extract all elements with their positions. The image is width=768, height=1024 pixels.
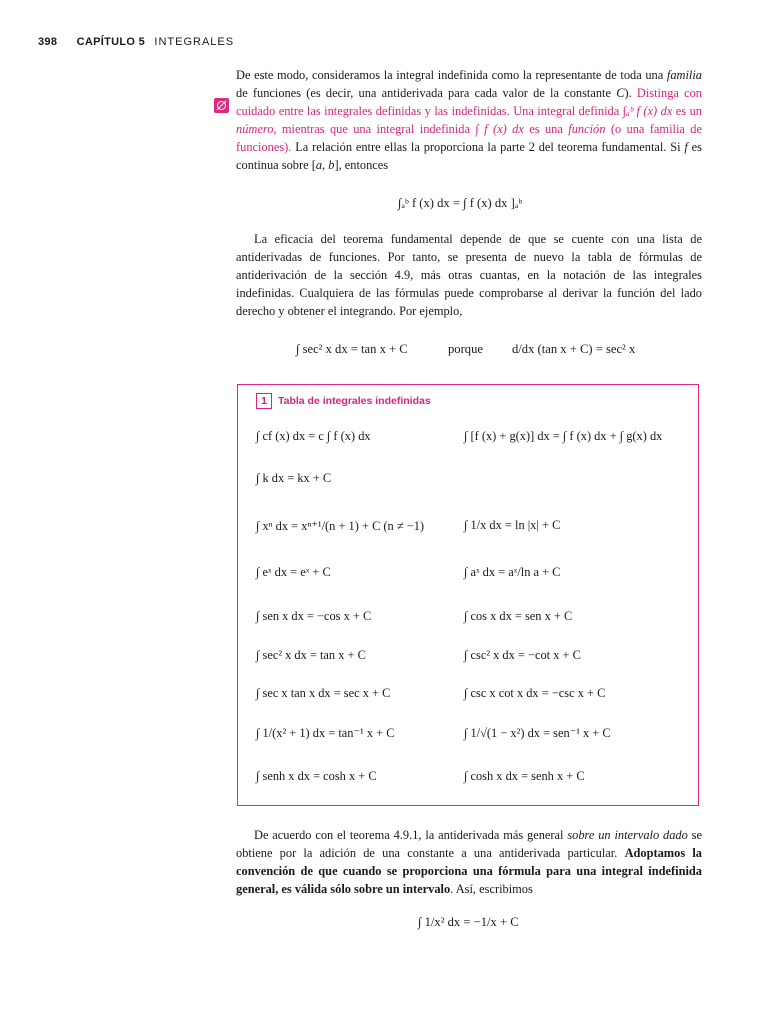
text-run: es una — [523, 122, 569, 136]
indefinite-integral-expr: ∫ f (x) dx — [475, 122, 524, 136]
formula-left: ∫ sec x tan x dx = sec x + C — [256, 686, 391, 700]
italic-term: función — [568, 122, 606, 136]
formula-left: ∫ 1/(x² + 1) dx = tan⁻¹ x + C — [256, 726, 395, 740]
text-run: La relación entre ellas la proporciona la parte 2 del teorema fundamental. Si — [291, 140, 685, 154]
text-run: De este modo, consideramos la integral indefinida como la representante de toda una — [236, 68, 667, 82]
function-symbol: f — [684, 140, 688, 154]
text-run: . Así, escribimos — [450, 882, 533, 896]
text-run: (o una familia de funciones). — [236, 122, 702, 154]
text-run: es un — [672, 104, 702, 118]
formula-left: ∫ k dx = kx + C — [256, 471, 332, 485]
text-run: ). — [624, 86, 637, 100]
constant-symbol: C — [616, 86, 625, 100]
bound-symbol: b — [328, 158, 335, 172]
formula-left: ∫ eˣ dx = eˣ + C — [256, 565, 331, 579]
text-run: Distinga con cuidado entre las integrales definidas y las indefinidas. Una integral definida — [236, 86, 702, 118]
formula-right: ∫ cosh x dx = senh x + C — [464, 769, 585, 783]
formula-right: ∫ 1/√(1 − x²) dx = sen⁻¹ x + C — [464, 726, 611, 740]
paragraph-interval-convention — [236, 826, 702, 898]
table-title — [256, 393, 431, 409]
text-run: de funciones (es decir, una antiderivada para cada valor de la constante — [236, 86, 617, 100]
formula-left: ∫ sen x dx = −cos x + C — [256, 609, 372, 623]
formula-right: ∫ aˣ dx = aˣ/ln a + C — [464, 565, 561, 579]
chapter-label: CAPÍTULO 5 — [76, 36, 146, 48]
formula-left: ∫ sec² x dx = tan x + C — [256, 648, 366, 662]
formula-right: ∫ csc² x dx = −cot x + C — [464, 648, 581, 662]
formula-right: ∫ cos x dx = sen x + C — [464, 609, 573, 623]
paragraph-antiderivatives: La eficacia del teorema fundamental depende de que se cuente con una lista de antiderivadas de funciones. Por tanto, se presenta de nuevo la tabla de fórmulas de antiderivación de la sección 4.9, más otras cuantas, en la notación de las integrales indefinidas. Cualquiera de las fórmulas puede comprobarse al derivar la función del lado derecho y obtener el integrando. Por ejemplo, — [236, 232, 702, 318]
integrals-table-box — [237, 384, 699, 806]
formula-right: ∫ [f (x) + g(x)] dx = ∫ f (x) dx + ∫ g(x) dx — [464, 429, 663, 443]
bold-convention: Adoptamos la convención de que cuando se proporciona una fórmula para una integral indefinida general, es válida sólo sobre un intervalo — [236, 846, 702, 896]
formula-right: ∫ csc x cot x dx = −csc x + C — [464, 686, 606, 700]
formula-right: ∫ 1/x dx = ln |x| + C — [464, 518, 561, 532]
chapter-topic: INTEGRALES — [154, 36, 235, 48]
equation-final: ∫ 1/x² dx = −1/x + C — [418, 915, 519, 929]
example-integral: ∫ sec² x dx = tan x + C — [296, 342, 408, 356]
italic-term: sobre un intervalo dado — [567, 828, 688, 842]
table-number: 1 — [256, 393, 272, 409]
bound-symbol: a — [315, 158, 323, 172]
example-derivative: d/dx (tan x + C) = sec² x — [512, 342, 636, 356]
paragraph-indefinite-integral — [236, 66, 702, 174]
formula-left: ∫ cf (x) dx = c ∫ f (x) dx — [256, 429, 371, 443]
text-run: , mientras que una integral indefinida — [273, 122, 476, 136]
page-number: 398 — [38, 36, 58, 48]
text-run: De acuerdo con el teorema 4.9.1, la antiderivada más general — [254, 828, 568, 842]
formula-left: ∫ senh x dx = cosh x + C — [256, 769, 377, 783]
caution-icon — [214, 98, 229, 113]
text-run: , — [322, 158, 329, 172]
formula-left: ∫ xⁿ dx = xⁿ⁺¹/(n + 1) + C (n ≠ −1) — [256, 519, 425, 533]
equation-ftc: ∫ₐᵇ f (x) dx = ∫ f (x) dx ]ₐᵇ — [398, 196, 523, 210]
text-run: es continua sobre [ — [236, 140, 702, 172]
running-header — [38, 36, 234, 48]
definite-integral-expr: ∫ₐᵇ f (x) dx — [622, 104, 673, 118]
example-because: porque — [448, 342, 483, 356]
italic-term: número — [236, 122, 274, 136]
table-title-text: Tabla de integrales indefinidas — [278, 395, 431, 407]
text-run: ], entonces — [334, 158, 389, 172]
italic-term: familia — [666, 68, 702, 82]
text-run: se obtiene por la adición de una constante a una antiderivada particular. — [236, 828, 702, 860]
